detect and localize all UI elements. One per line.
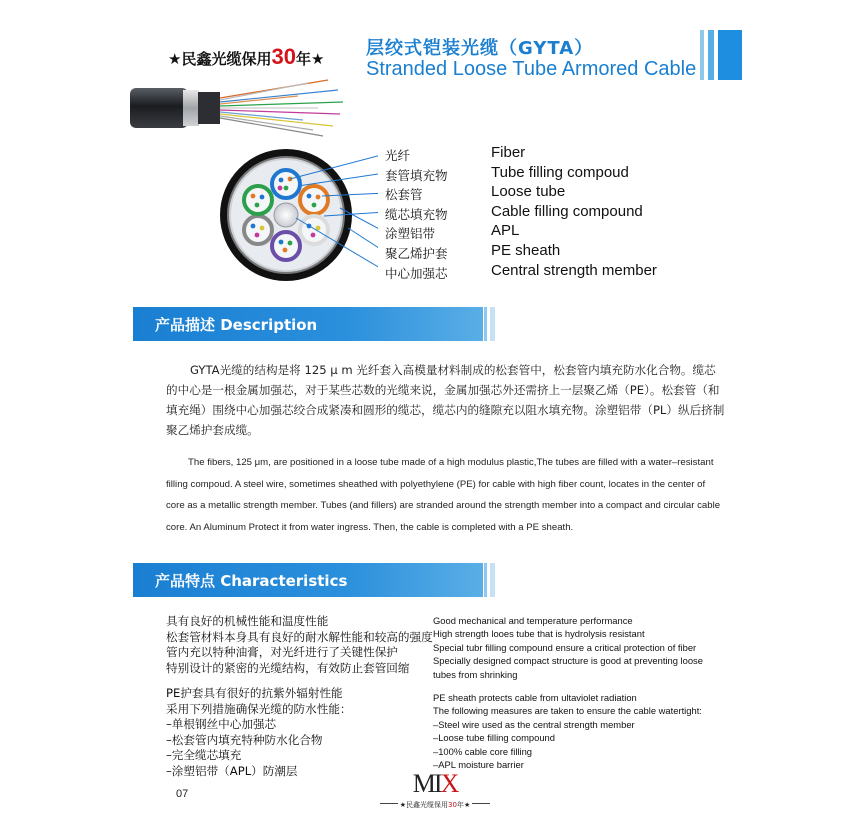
characteristics-heading: 产品特点 Characteristics (155, 572, 348, 590)
list-item: PE护套具有很好的抗紫外辐射性能 (166, 686, 343, 700)
list-item: High strength looes tube that is hydrolysis resistant (433, 628, 645, 640)
description-text-cn: GYTA光缆的结构是将 125 μ m 光纤套入高模量材料制成的松套管中，松套管内填充防水化合物。缆芯的中心是一根金属加强芯，对于某些芯数的光缆来说，金属加强芯外还需挤上一层聚乙烯（PE）。松套管（和填充绳）围绕中心加强芯绞合成紧凑和圆形的缆芯，缆芯内的缝隙充以阻水填充物。涂塑铝带（PL）纵后挤制聚乙烯护套成缆。 (166, 363, 725, 437)
list-item: –单根钢丝中心加强芯 (166, 717, 277, 731)
description-text-en: The fibers, 125 μm, are positioned in a loose tube made of a high modulus plastic,The tubes are filled with a water–resistant filling compoud. A steel wire, sometimes sheathed with polyethylene (PE) for cable with high fiber count, locates in the center of core as a metallic strength member. Tubes (and fillers) are stranded around the strength member into a compact and circular cable core. An Aluminum Protect it from water ingress. Then, the cable is completed with a PE sheath. (166, 457, 721, 533)
cable-illustration (128, 78, 378, 303)
list-item: –松套管内填充特种防水化合物 (166, 732, 323, 747)
list-item: Specially designed compact structure is good at preventing loose tubes from shrinking (433, 655, 703, 680)
list-item: –100% cable core filling (433, 745, 533, 757)
page-title-en: Stranded Loose Tube Armored Cable (366, 58, 697, 80)
list-item: Special tubr filling compound ensure a critical protection of fiber (433, 641, 697, 653)
list-item: 松套管材料本身具有良好的耐水解性能和较高的强度 (166, 629, 433, 644)
list-item: –Steel wire used as the central strength member (433, 718, 635, 730)
list-item: 特别设计的紧密的光缆结构，有效防止套管回缩 (166, 660, 410, 675)
list-item: The following measures are taken to ensure the cable watertight: (433, 705, 702, 717)
list-item: –完全缆芯填充 (166, 748, 242, 762)
list-item: 管内充以特种油膏，对光纤进行了关键性保护 (166, 645, 398, 659)
description-heading: 产品描述 Description (155, 316, 318, 334)
list-item: 采用下列措施确保光缆的防水性能： (166, 701, 352, 716)
page-title-cn: 层绞式铠装光缆（GYTA） (366, 38, 594, 59)
description-heading-bar (133, 307, 483, 341)
slogan: ★民鑫光缆保用30年★ (168, 44, 325, 69)
characteristics-list-en (433, 614, 703, 771)
list-item: 具有良好的机械性能和温度性能 (166, 614, 329, 628)
list-item: Good mechanical and temperature performance (433, 615, 633, 626)
characteristics-list-cn (166, 614, 436, 779)
company-logo: MIX ★民鑫光缆保用30年★ (380, 770, 490, 815)
list-item: PE sheath protects cable from ultaviolet radiation (433, 692, 637, 704)
list-item: –APL moisture barrier (433, 759, 524, 771)
characteristics-heading-bar (133, 563, 483, 597)
page-number: 07 (176, 788, 189, 800)
list-item: –涂塑铝带（APL）防潮层 (166, 763, 298, 778)
list-item: –Loose tube filling compound (433, 732, 555, 744)
header-accent-bars (700, 30, 742, 80)
